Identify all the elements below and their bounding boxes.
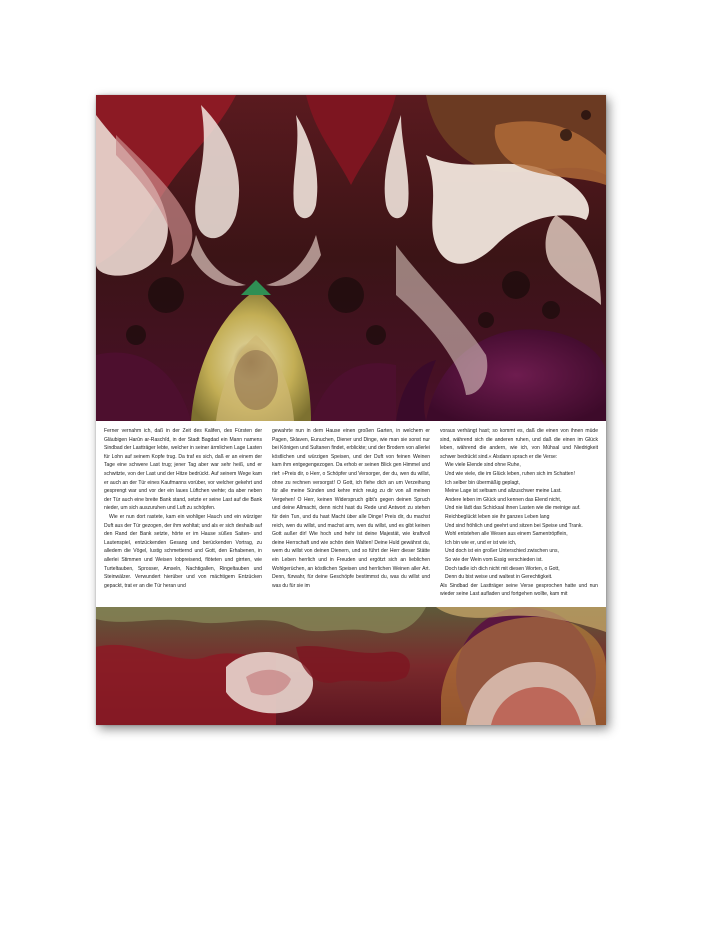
- verse-line: Und wie viele, die im Glück leben, ruhen sich im Schatten!: [445, 470, 575, 477]
- paragraph: Ferner vernahm ich, daß in der Zeit des Kalifen, des Fürsten der Gläubigen Harûn ar-Raschîd, in der Stadt Bagdad ein Mann namens Sindbad der Lastträger lebte, welcher in seiner ärmlichen Lage Lasten für Lohn auf seinem Kopfe trug. Da traf es sich, daß er an einem der Tage eine schwere Last trug; jener Tag aber war sehr heiß, und er schwitzte, von der Last und der Hitze bedrückt. Auf seinem Wege kam er auch an der Tür eines Kaufmanns vorüber, vor welcher gekehrt und gesprengt war und vor der ein laues Lüftchen wehte; da aber neben der Tür auch eine breite Bank stand, setzte er seine Last auf die Bank nieder, um sich auszuruhen und Luft zu schöpfen.: [104, 428, 262, 512]
- verse-line: Wohl entstehen alle Wesen aus einem Samentröpflein,: [445, 531, 568, 538]
- verse-block: [440, 461, 598, 581]
- verse-line: Reichbeglückt leben sie ihr ganzes Leben lang: [445, 513, 550, 520]
- magazine-page: [96, 95, 606, 725]
- verse-line: Ich selber bin übermäßig geplagt,: [445, 479, 520, 486]
- verse-line: So wie der Wein vom Essig verschieden ist.: [445, 556, 543, 563]
- verse-line: Meine Lage ist seltsam und allzuschwer meine Last.: [445, 488, 562, 495]
- verse-line: Ich bin wie er, und er ist wie ich,: [445, 539, 517, 546]
- verse-line: Und sind fröhlich und geehrt und sitzen bei Speise und Trank.: [445, 522, 583, 529]
- text-column-2: [272, 427, 430, 590]
- verse-line: Und nie lädt das Schicksal ihnen Lasten wie die meinige auf.: [445, 505, 581, 512]
- paragraph: Als Sindbad der Lastträger seine Verse gesprochen hatte und nun wieder seine Last aufladen und fortgehen wollte, kam mit: [440, 582, 598, 598]
- text-column-1: [104, 427, 262, 590]
- verse-line: Wie viele Elende sind ohne Ruhe,: [445, 462, 521, 469]
- text-column-3: [440, 427, 598, 599]
- paragraph: voraus verhängt hast; so kommt es, daß die einen von ihnen müde sind, während sich die anderen ruhen, und daß die einen im Glück leben, während die andern, wie ich, von Mühsal und Niedrigkeit schwer bedrückt sind.« Alsdann sprach er die Verse:: [440, 428, 598, 460]
- verse-line: Denn du bist weise und waltest in Gerechtigkeit.: [445, 574, 553, 581]
- artwork-bottom: [96, 607, 606, 725]
- article-text: [96, 421, 606, 607]
- verse-line: Doch tadle ich dich nicht mit diesen Worten, o Gott,: [445, 565, 560, 572]
- paragraph: Wie er nun dort rastete, kam ein wohliger Hauch und ein würziger Duft aus der Tür gezogen, der ihm wohltat; und als er sich deshalb auf den Rand der Bank setzte, hörte er im Hause süßes Saiten- und Lautenspiel, entzückenden Gesang und berückenden Vortrag, zu alledem die Vögel, lustig schmetternd und Gott, den Erhabenen, in allerlei Stimmen und Weisen lobpreisend, flöteten und girrten, wie Turteltauben, Sprosser, Amseln, Nachtigallen, Ringeltauben und Steinwälzer. Verwundert hierüber und von mächtigem Entzücken gepackt, trat er an die Tür heran und: [104, 513, 262, 589]
- artwork-top: [96, 95, 606, 421]
- verse-line: Andere leben im Glück und kennen das Elend nicht,: [445, 496, 562, 503]
- paragraph: gewahrte nun in dem Hause einen großen Garten, in welchem er Pagen, Sklaven, Eunuchen, Diener und Dinge, wie man sie sonst nur bei Königen und Sultanen findet, erblickte; und der Brodem von allerlei köstlichen und würzigen Speisen, und der Duft von feinen Weinen kam ihm entgegengezogen. Da erhob er seinen Blick gen Himmel und rief: »Preis dir, o Herr, o Schöpfer und Versorger, der du, wen du willst, ohne zu rechnen versorgst! O Gott, ich flehe dich an um Verzeihung für alle meine Sünden und kehre mich reuig zu dir von all meinen Vergehen! O Herr, keinen Widerspruch gibt's gegen deinen Spruch und deine Allmacht, denn nicht hast du Rede und Antwort zu stehen für dein Tun, und du hast Macht über alle Dinge! Preis dir, du machst reich, wen du willst, und machst arm, wen du willst, und es gibt keinen Gott außer dir! Wie hoch und hehr ist deine Majestät, wie kraftvoll deine Herrschaft und wie schön dein Walten! Deine Huld gewährst du, wem du willst von deinen Dienern, und so führt der Herr dieser Stätte ein Leben herrlich und in Freuden und ergötzt sich an lieblichen Wohlgerüchen, an köstlichen Speisen und herrlichen Weinen aller Art. Denn, fürwahr, für deine Geschöpfe bestimmst du, was du willst und was du für sie im: [272, 428, 430, 589]
- verse-line: Und doch ist ein großer Unterschied zwischen uns,: [445, 548, 559, 555]
